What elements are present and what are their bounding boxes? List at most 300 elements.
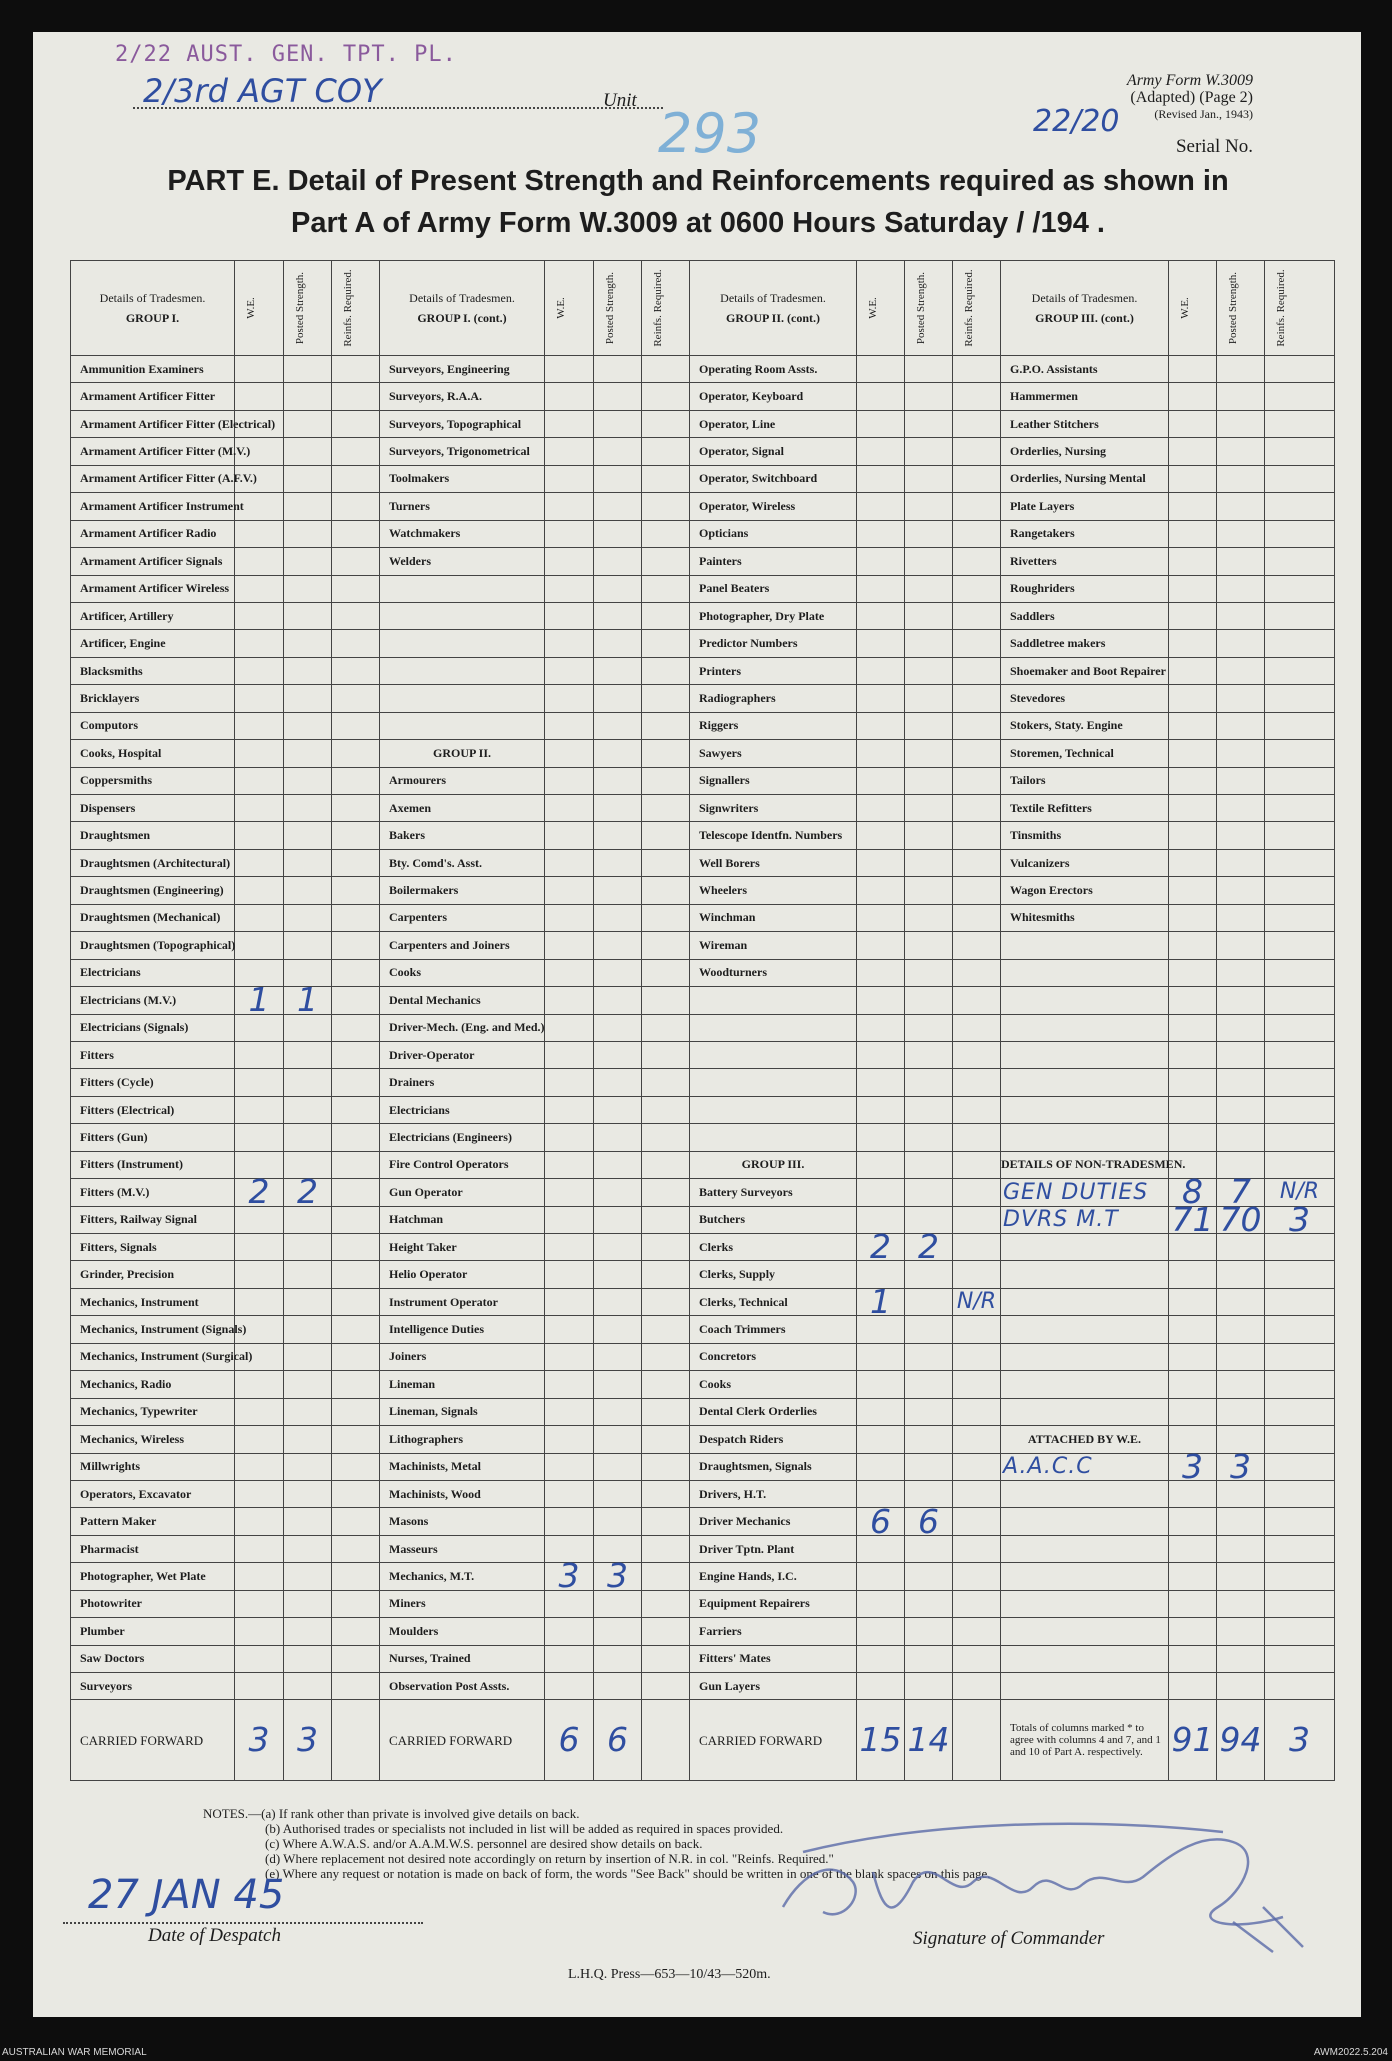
reinfs-cell (332, 1426, 380, 1453)
trade-label: Armament Artificer Fitter (A.F.V.) (71, 465, 235, 492)
posted-cell (905, 1590, 953, 1617)
we-cell (235, 904, 284, 931)
trade-label: Bricklayers (71, 685, 235, 712)
we-cell (857, 685, 905, 712)
reinfs-cell (332, 740, 380, 767)
posted-cell (594, 822, 642, 849)
table-row (71, 356, 1335, 383)
col-header-reinfs: Reinfs. Required. (1265, 261, 1335, 356)
we-cell (235, 548, 284, 575)
trade-label: Painters (690, 548, 857, 575)
trade-label: Machinists, Wood (380, 1480, 545, 1507)
trade-label: Surveyors, R.A.A. (380, 383, 545, 410)
posted-cell (284, 1234, 332, 1261)
reinfs-cell (332, 630, 380, 657)
reinfs-cell (953, 465, 1001, 492)
we-cell (545, 767, 594, 794)
we-cell (857, 1151, 905, 1178)
reinfs-cell (332, 987, 380, 1014)
reinfs-cell (642, 1261, 690, 1288)
col-header-group-2-cont: Details of Tradesmen. GROUP II. (cont.) (690, 261, 857, 356)
we-cell (857, 465, 905, 492)
posted-cell (284, 383, 332, 410)
trade-label: Observation Post Assts. (380, 1673, 545, 1700)
posted-cell (905, 1151, 953, 1178)
reinfs-cell (953, 1261, 1001, 1288)
we-cell (235, 356, 284, 383)
trade-label: Draughtsmen (Engineering) (71, 877, 235, 904)
trade-label: Helio Operator (380, 1261, 545, 1288)
reinfs-cell (332, 1673, 380, 1700)
posted-cell (594, 1673, 642, 1700)
posted-cell (594, 1041, 642, 1068)
we-cell (235, 1069, 284, 1096)
posted-cell (1217, 1124, 1265, 1151)
trade-label: Fitters, Railway Signal (71, 1206, 235, 1233)
we-cell (545, 1371, 594, 1398)
reinfs-cell (1265, 877, 1335, 904)
posted-cell (905, 685, 953, 712)
trade-label: Artificer, Engine (71, 630, 235, 657)
we-cell (545, 1480, 594, 1507)
we-cell (857, 1041, 905, 1068)
trade-label: Mechanics, Instrument (Signals) (71, 1316, 235, 1343)
table-row (71, 1288, 1335, 1315)
reinfs-cell (642, 1151, 690, 1178)
we-cell (1169, 356, 1217, 383)
note-c: (c) Where A.W.A.S. and/or A.A.M.W.S. personnel are desired show details on back. (265, 1836, 703, 1851)
posted-cell (905, 1453, 953, 1480)
trade-label: Millwrights (71, 1453, 235, 1480)
we-cell (545, 1261, 594, 1288)
trade-label: Draughtsmen (Mechanical) (71, 904, 235, 931)
trade-label: Dental Clerk Orderlies (690, 1398, 857, 1425)
posted-cell (594, 520, 642, 547)
trade-label: Drainers (380, 1069, 545, 1096)
posted-cell (905, 548, 953, 575)
trade-label (1001, 1316, 1169, 1343)
we-cell (545, 1453, 594, 1480)
posted-cell (1217, 1398, 1265, 1425)
trade-label: Roughriders (1001, 575, 1169, 602)
we-cell (545, 959, 594, 986)
trade-label: Dispensers (71, 795, 235, 822)
trade-label (690, 987, 857, 1014)
we-cell (545, 602, 594, 629)
posted-cell (905, 740, 953, 767)
reinfs-cell (642, 602, 690, 629)
we-cell (1169, 383, 1217, 410)
we-cell (235, 1206, 284, 1233)
posted-cell (284, 1371, 332, 1398)
posted-cell (284, 1096, 332, 1123)
posted-cell (1217, 685, 1265, 712)
trade-label (1001, 1124, 1169, 1151)
trade-label: Welders (380, 548, 545, 575)
we-cell (857, 1316, 905, 1343)
we-cell (1169, 520, 1217, 547)
we-cell (235, 657, 284, 684)
we-cell (545, 795, 594, 822)
reinfs-cell (953, 932, 1001, 959)
we-cell (545, 1151, 594, 1178)
trade-label: Operators, Excavator (71, 1480, 235, 1507)
posted-cell (1217, 1673, 1265, 1700)
posted-cell (594, 740, 642, 767)
trade-label: Dental Mechanics (380, 987, 545, 1014)
table-row (71, 657, 1335, 684)
table-row (71, 822, 1335, 849)
totals-note: Totals of columns marked * to agree with columns 4 and 7, and 1 and 10 of Part A. respectively. (1001, 1700, 1169, 1781)
trade-label: Lineman, Signals (380, 1398, 545, 1425)
date-line (63, 1922, 423, 1924)
we-cell (235, 1096, 284, 1123)
posted-cell (284, 904, 332, 931)
reinfs-cell (953, 493, 1001, 520)
we-cell (857, 602, 905, 629)
trade-label: Pharmacist (71, 1535, 235, 1562)
posted-cell (1217, 1371, 1265, 1398)
reinfs-cell (1265, 1426, 1335, 1453)
reinfs-cell (642, 465, 690, 492)
trade-label (1001, 1014, 1169, 1041)
trade-label: Operator, Switchboard (690, 465, 857, 492)
reinfs-cell (1265, 1041, 1335, 1068)
we-cell (545, 1316, 594, 1343)
we-cell (235, 1618, 284, 1645)
table-row (71, 1234, 1335, 1261)
we-cell (235, 1426, 284, 1453)
posted-cell (1217, 959, 1265, 986)
table-row (71, 1618, 1335, 1645)
table-row (71, 1096, 1335, 1123)
trade-label: Gun Operator (380, 1179, 545, 1206)
reinfs-cell (642, 822, 690, 849)
posted-cell (1217, 383, 1265, 410)
trade-label (1001, 1288, 1169, 1315)
trade-label: Stokers, Staty. Engine (1001, 712, 1169, 739)
trade-label: Equipment Repairers (690, 1590, 857, 1617)
reinfs-cell (332, 575, 380, 602)
trade-label: Draughtsmen (Architectural) (71, 849, 235, 876)
posted-cell (905, 1288, 953, 1315)
table-row (71, 1645, 1335, 1672)
col-header-reinfs: Reinfs. Required. (332, 261, 380, 356)
trade-label: Miners (380, 1590, 545, 1617)
table-row (71, 740, 1335, 767)
trade-label: Hatchman (380, 1206, 545, 1233)
trade-label: Signwriters (690, 795, 857, 822)
we-cell (1169, 410, 1217, 437)
posted-cell (594, 1316, 642, 1343)
reinfs-cell (332, 767, 380, 794)
trade-label (1001, 987, 1169, 1014)
col-header-we: W.E. (545, 261, 594, 356)
reinfs-cell (953, 1096, 1001, 1123)
trade-label: Photowriter (71, 1590, 235, 1617)
reinfs-cell (1265, 987, 1335, 1014)
reinfs-cell (642, 1398, 690, 1425)
trade-label: Mechanics, Instrument (Surgical) (71, 1343, 235, 1370)
trade-label: Printers (690, 657, 857, 684)
serial-label: Serial No. (1175, 136, 1253, 157)
reinfs-cell (332, 1371, 380, 1398)
trade-label: Gun Layers (690, 1673, 857, 1700)
reinfs-cell (1265, 1261, 1335, 1288)
we-cell (545, 1288, 594, 1315)
posted-cell (284, 932, 332, 959)
reinfs-cell (953, 1371, 1001, 1398)
table-row (71, 1673, 1335, 1700)
trade-label: Driver Tptn. Plant (690, 1535, 857, 1562)
posted-cell (1217, 1096, 1265, 1123)
we-cell (545, 1645, 594, 1672)
we-cell (1169, 685, 1217, 712)
posted-cell (284, 1508, 332, 1535)
we-cell (1169, 932, 1217, 959)
posted-cell (594, 1398, 642, 1425)
reinfs-cell (953, 520, 1001, 547)
reinfs-cell (642, 1426, 690, 1453)
trade-label: Electricians (Signals) (71, 1014, 235, 1041)
trade-label: Driver Mechanics (690, 1508, 857, 1535)
posted-cell (284, 1590, 332, 1617)
posted-cell (594, 1508, 642, 1535)
we-cell (857, 1426, 905, 1453)
trade-label: Rivetters (1001, 548, 1169, 575)
posted-cell (594, 987, 642, 1014)
we-cell (1169, 1288, 1217, 1315)
table-row (71, 1069, 1335, 1096)
we-cell (235, 932, 284, 959)
trade-label: Clerks, Supply (690, 1261, 857, 1288)
reinfs-cell (332, 1453, 380, 1480)
trade-label: Leather Stitchers (1001, 410, 1169, 437)
we-cell (1169, 1480, 1217, 1507)
we-cell (545, 1096, 594, 1123)
posted-cell (905, 520, 953, 547)
col-header-posted: Posted Strength. (1217, 261, 1265, 356)
reinfs-cell (1265, 1645, 1335, 1672)
col-header-group-3-cont: Details of Tradesmen. GROUP III. (cont.) (1001, 261, 1169, 356)
we-cell (1169, 959, 1217, 986)
trade-label (380, 630, 545, 657)
we-cell (545, 1398, 594, 1425)
reinfs-cell (953, 1234, 1001, 1261)
we-cell: 2 (235, 1179, 284, 1206)
we-cell: 1 (857, 1288, 905, 1315)
reinfs-cell (953, 877, 1001, 904)
posted-cell (594, 1343, 642, 1370)
reinfs-cell (953, 740, 1001, 767)
we-cell (545, 712, 594, 739)
we-cell (1169, 1014, 1217, 1041)
posted-cell (594, 849, 642, 876)
reinfs-cell (953, 1426, 1001, 1453)
posted-cell (284, 438, 332, 465)
posted-cell: 6 (905, 1508, 953, 1535)
reinfs-cell (332, 356, 380, 383)
table-row (71, 1261, 1335, 1288)
posted-cell (284, 657, 332, 684)
table-row (71, 795, 1335, 822)
reinfs-cell (642, 1316, 690, 1343)
reinfs-cell (1265, 383, 1335, 410)
we-cell (1169, 657, 1217, 684)
we-cell (857, 904, 905, 931)
posted-cell (1217, 740, 1265, 767)
we-cell (235, 1288, 284, 1315)
posted-cell (905, 575, 953, 602)
posted-cell (284, 1398, 332, 1425)
reinfs-cell (1265, 959, 1335, 986)
trade-label: Whitesmiths (1001, 904, 1169, 931)
reinfs-cell (1265, 849, 1335, 876)
posted-cell (594, 1480, 642, 1507)
reinfs-cell (1265, 1673, 1335, 1700)
we-cell (545, 740, 594, 767)
trade-label: Saddlers (1001, 602, 1169, 629)
trade-label: Sawyers (690, 740, 857, 767)
trade-label: Machinists, Metal (380, 1453, 545, 1480)
trade-label (690, 1069, 857, 1096)
reinfs-cell (642, 877, 690, 904)
trade-label: Shoemaker and Boot Repairer (1001, 657, 1169, 684)
reinfs-cell (642, 932, 690, 959)
we-cell (235, 822, 284, 849)
posted-cell (1217, 1234, 1265, 1261)
posted-cell (594, 1261, 642, 1288)
reinfs-cell (332, 849, 380, 876)
reinfs-cell (953, 438, 1001, 465)
we-cell (235, 1563, 284, 1590)
reinfs-cell (1265, 438, 1335, 465)
reinfs-cell (1265, 767, 1335, 794)
reinfs-cell (953, 1673, 1001, 1700)
reinfs-cell (642, 767, 690, 794)
reinfs-cell (642, 1673, 690, 1700)
reinfs-cell (1265, 548, 1335, 575)
posted-cell (905, 849, 953, 876)
we-cell (235, 438, 284, 465)
title-line-2: Part A of Army Form W.3009 at 0600 Hours Saturday / /194 . (291, 207, 1105, 239)
we-cell (545, 1343, 594, 1370)
posted-cell (1217, 1645, 1265, 1672)
trade-label: Armament Artificer Radio (71, 520, 235, 547)
unit-label: Unit (603, 90, 637, 111)
trade-label: Photographer, Dry Plate (690, 602, 857, 629)
reinfs-cell (642, 1288, 690, 1315)
posted-cell (594, 932, 642, 959)
reinfs-cell (1265, 575, 1335, 602)
trade-label: Pattern Maker (71, 1508, 235, 1535)
we-cell (235, 1371, 284, 1398)
we-cell (857, 575, 905, 602)
trade-label: Clerks, Technical (690, 1288, 857, 1315)
reinfs-cell: 3 (1265, 1206, 1335, 1233)
trade-label: Toolmakers (380, 465, 545, 492)
trade-label: Armament Artificer Signals (71, 548, 235, 575)
posted-cell (1217, 438, 1265, 465)
we-cell (545, 685, 594, 712)
we-cell (545, 987, 594, 1014)
we-cell (545, 877, 594, 904)
reinfs-cell (1265, 932, 1335, 959)
posted-cell (284, 1288, 332, 1315)
we-cell (545, 1234, 594, 1261)
trade-label (690, 1096, 857, 1123)
we-cell (857, 1124, 905, 1151)
reinfs-cell (953, 1645, 1001, 1672)
posted-cell (594, 1590, 642, 1617)
posted-cell (1217, 1014, 1265, 1041)
table-row (71, 877, 1335, 904)
posted-cell (594, 1426, 642, 1453)
reinfs-cell (1265, 1590, 1335, 1617)
trade-label: Radiographers (690, 685, 857, 712)
reinfs-cell (1265, 822, 1335, 849)
trade-label: Fitters (Cycle) (71, 1069, 235, 1096)
col-header-reinfs: Reinfs. Required. (642, 261, 690, 356)
posted-cell (905, 1563, 953, 1590)
posted-cell (284, 1041, 332, 1068)
reinfs-cell (642, 740, 690, 767)
table-row (71, 602, 1335, 629)
posted-cell (1217, 1041, 1265, 1068)
table-row (71, 1041, 1335, 1068)
we-cell (857, 1398, 905, 1425)
carried-forward-row (71, 1700, 1335, 1781)
we-cell (857, 1371, 905, 1398)
trade-label: A.A.C.C (1001, 1453, 1169, 1480)
reinfs-cell (332, 795, 380, 822)
reinfs-cell (953, 712, 1001, 739)
we-cell (1169, 1645, 1217, 1672)
we-cell (1169, 1371, 1217, 1398)
we-cell (857, 1453, 905, 1480)
cf-reinfs-1 (332, 1700, 380, 1781)
posted-cell (905, 1343, 953, 1370)
trade-label (380, 602, 545, 629)
reinfs-cell (642, 1069, 690, 1096)
we-cell (857, 1069, 905, 1096)
posted-cell (284, 548, 332, 575)
we-cell (235, 1041, 284, 1068)
table-row (71, 410, 1335, 437)
we-cell (545, 822, 594, 849)
we-cell (1169, 849, 1217, 876)
trade-label: Surveyors (71, 1673, 235, 1700)
posted-cell (284, 493, 332, 520)
posted-cell (284, 1618, 332, 1645)
table-row (71, 1014, 1335, 1041)
we-cell (1169, 740, 1217, 767)
note-d: (d) Where replacement not desired note accordingly on return by insertion of N.R. in col. "Reinfs. Required." (265, 1851, 834, 1866)
reinfs-cell (332, 1398, 380, 1425)
trade-label: Surveyors, Topographical (380, 410, 545, 437)
reinfs-cell (953, 767, 1001, 794)
we-cell (235, 1673, 284, 1700)
reinfs-cell (642, 1124, 690, 1151)
posted-cell (284, 465, 332, 492)
trade-label: Winchman (690, 904, 857, 931)
trade-label: Boilermakers (380, 877, 545, 904)
posted-cell (284, 1480, 332, 1507)
trade-label: ATTACHED BY W.E. (1001, 1426, 1169, 1453)
we-cell (857, 959, 905, 986)
trade-label (690, 1041, 857, 1068)
trade-label: Fitters (71, 1041, 235, 1068)
